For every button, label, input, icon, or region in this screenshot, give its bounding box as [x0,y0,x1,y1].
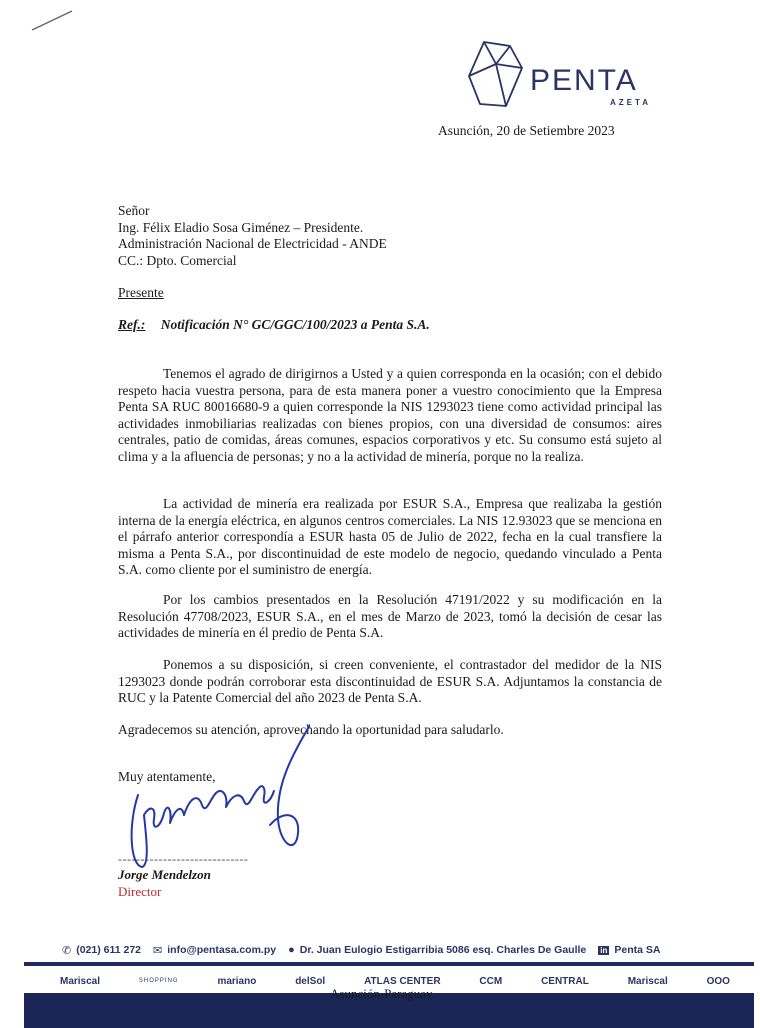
brand-logo: SHOPPING [138,978,179,984]
logo-subtitle: AZETA [610,98,652,107]
footer-city: Asunción-Paraguay [330,986,433,1001]
phone-icon: ✆ [62,944,72,957]
addressee-line: Administración Nacional de Electricidad - ANDE [118,236,387,251]
body-paragraph: La actividad de minería era realizada por ESUR S.A., Empresa que realizaba la gestión interna de la energía eléctrica, en algunos centros comerciales. La NIS 12.93023 que se menciona en el párrafo anterior correspondía a ESUR hasta 05 de Julio de 2022, fecha en la cual transfiere la misma a Penta S.A., por discontinuidad de este modelo de negocio, quedando vinculado a Penta S.A. como cliente por el suministro de energía. [118,496,662,578]
company-logo [466,38,666,113]
location-icon: ● [288,944,295,956]
footer-divider [24,962,754,966]
brand-logo: ATLAS CENTER [364,975,441,987]
reference-label: Ref.: [118,317,146,332]
footer-contact-bar [62,942,722,958]
brand-logo: mariano [217,975,257,987]
greeting: Presente [118,285,164,300]
logo-wordmark: PENTA [530,64,638,97]
brand-logo: CENTRAL [541,975,589,987]
brand-logo: Mariscal [60,975,101,987]
brand-logo: CCM [479,975,503,987]
pen-stroke-mark [30,8,75,33]
email-address: info@pentasa.com.py [167,944,277,956]
brand-logo: delSol [295,975,326,987]
addressee-line: Ing. Félix Eladio Sosa Giménez – Presidente. [118,219,364,235]
brand-logo: OOO [706,975,730,987]
signer-name: Jorge Mendelzon [118,867,211,882]
linkedin-icon: in [600,945,608,955]
phone-number: (021) 611 272 [76,944,142,956]
brand-logo: Mariscal [627,975,668,987]
addressee-block [118,203,387,269]
reference-text: Notificación N° GC/GGC/100/2023 a Penta S.A. [160,317,430,332]
body-paragraph: Ponemos a su disposición, si creen conveniente, el contrastador del medidor de la NIS 1293023 donde podrán corroborar esta discontinuidad de ESUR S.A. Adjuntamos la constancia de RUC y la Patente Comercial del año 2023 de Penta S.A. [118,657,662,706]
street-address: Dr. Juan Eulogio Estigarribia 5086 esq. Charles De Gaulle [299,944,587,956]
addressee-line: CC.: Dpto. Comercial [118,252,237,268]
footer-linkedin [598,944,660,956]
signer-title: Director [118,884,162,899]
body-paragraph: Agradecemos su atención, aprovechando la oportunidad para saludarlo. [118,722,504,737]
email-icon: ✉ [153,944,163,957]
letter-date: Asunción, 20 de Setiembre 2023 [438,123,615,138]
signature-line: ----------------------------- [118,852,249,866]
reference-line [118,317,430,333]
closing-salutation: Muy atentamente, [118,769,216,784]
linkedin-handle: Penta SA [614,944,661,956]
addressee-line: Señor [118,203,150,218]
footer-phone [62,944,141,957]
footer-email [153,944,276,957]
penta-gem-icon [466,38,526,110]
body-paragraph: Por los cambios presentados en la Resolución 47191/2022 y su modificación en la Resolución 47708/2023, ESUR S.A., en el mes de Marzo de 2023, tomó la decisión de cesar las actividades de minería en él predio de Penta S.A. [118,592,662,641]
body-paragraph: Tenemos el agrado de dirigirnos a Usted y a quien corresponda en la ocasión; con el debido respeto hacia vuestra persona, para de esta manera poner a vuestro conocimiento que la Empresa Penta SA RUC 80016680-9 a quien corresponde la NIS 1293023 tiene como actividad principal las actividades inmobiliarias realizadas con bienes propios, con una diversidad de consumos: aires centrales, patio de comidas, áreas comunes, espacios corporativos y etc. Su consumo está sujeto al clima y a la afluencia de personas; y no a la actividad de minería, porque no la realiza. [118,366,662,464]
footer-address [288,944,586,956]
